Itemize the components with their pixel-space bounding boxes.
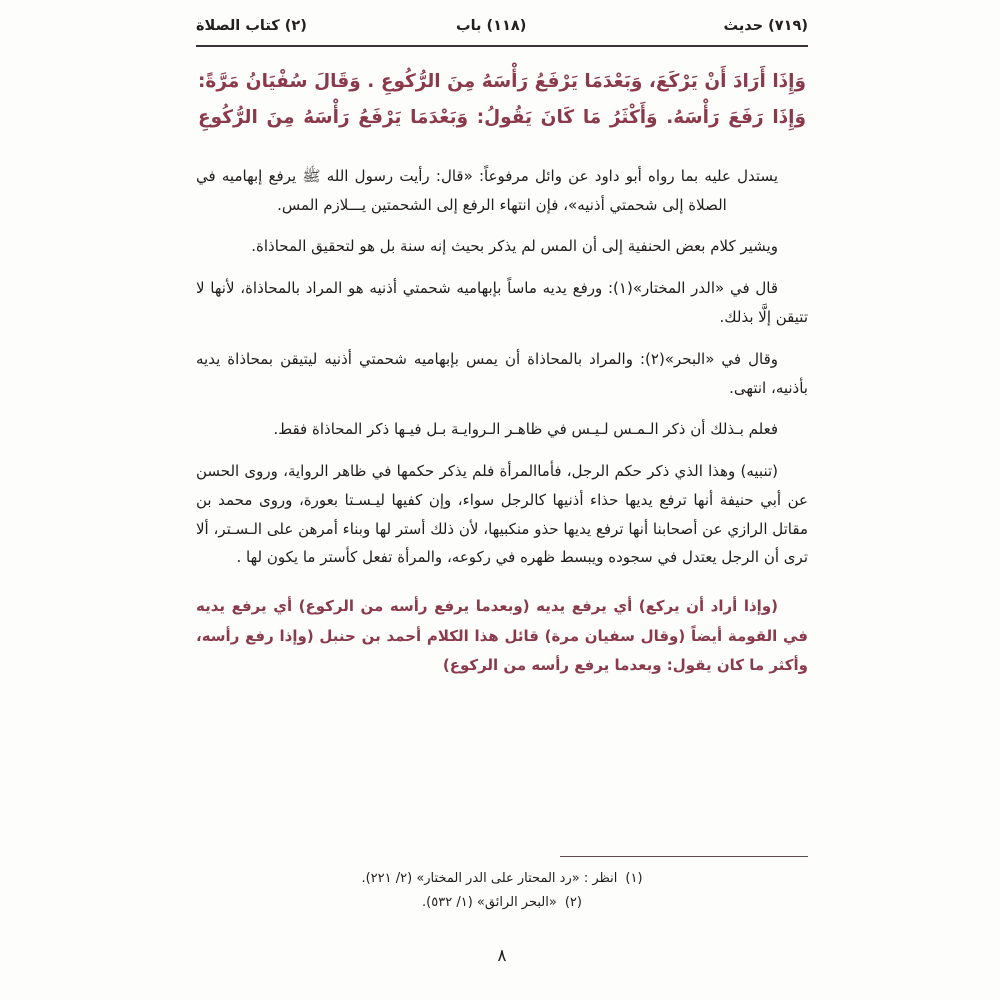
- header-book-title: (٢) كتاب الصلاة: [196, 18, 307, 34]
- paragraph-bahr: وقال في «البحر»(٢): والمراد بالمحاذاة أن يمس بإبهاميه شحمتي أذنيه ليتيقن بمحاذاة يديه بأذنيه، انتهى.: [196, 349, 808, 397]
- hadith-matn-block: [196, 64, 808, 136]
- body-text-block: [196, 162, 808, 573]
- paragraph-istidlal: يستدل عليه بما رواه أبو داود عن وائل مرفوعاً: «قال: رأيت رسول الله ﷺ يرفع إبهاميه في الصلاة إلى شحمتي أذنيه»، فإن انتهاء الرفع إلى الشحمتين يـــلازم المس.: [196, 166, 778, 214]
- page-content-frame: [196, 18, 808, 982]
- sharh-commentary-block: (وإذا أراد أن يركع) أي يرفع يديه (وبعدما يرفع رأسه من الركوع) أي يرفع يديه في القومة أيضاً (وقال سفيان مرة) قائل هذا الكلام أحمد بن حنبل (وإذا رفع رأسه، وأكثر ما كان يقول: وبعدما يرفع رأسه من الركوع): [196, 597, 808, 674]
- footnote-zone: [196, 856, 808, 915]
- running-header: [196, 18, 808, 34]
- header-chapter-number: (١١٨) باب: [456, 18, 527, 34]
- footnote-text: انظر : «رد المحتار على الدر المختار» (٢/ ٢٢١).: [361, 871, 618, 887]
- header-divider-rule: [196, 45, 808, 47]
- footnote-item: [196, 891, 808, 915]
- footnote-marker: (٢): [564, 895, 582, 911]
- matn-line-2: وَإِذَا رَفَعَ رَأْسَهُ. وَأَكْثَرُ مَا كَانَ يَقُولُ: وَبَعْدَمَا يَرْفَعُ رَأْسَهُ مِنَ الرُّكُوعِ: [198, 106, 806, 128]
- footnote-list: [196, 867, 808, 915]
- footnote-divider-rule: [560, 856, 808, 857]
- header-hadith-number: (٧١٩) حديث: [723, 18, 808, 34]
- page-number: ٨: [497, 946, 507, 966]
- footnote-item: [196, 867, 808, 891]
- paragraph-durr-mukhtar: قال في «الدر المختار»(١): ورفع يديه ماساً بإبهاميه شحمتي أذنيه هو المراد بالمحاذاة، لأنها لا تتيقن إلَّا بذلك.: [196, 279, 808, 326]
- paragraph-faalim: فعلم بـذلك أن ذكر الـمـس لـيـس في ظاهـر الـروايـة بـل فيـها ذكر المحاذاة فقط.: [273, 420, 778, 439]
- footnote-marker: (١): [625, 871, 643, 887]
- paragraph-tanbih: (تنبيه) وهذا الذي ذكر حكم الرجل، فأماالمرأة فلم يذكر حكمها في ظاهر الرواية، وروى الحسن عن أبي حنيفة أنها ترفع يديها حذاء أذنيها كالرجل سواء، وإن كفيها ليـسـتا بعورة، وروى محمد بن مقاتل الرازي عن أصحابنا أنها ترفع يديها حذو منكبيها، لأن ذلك أستر لها وبناء أمرهن على الـسـتر، ألا ترى أن الرجل يعتدل في سجوده ويبسط ظهره في ركوعه، والمرأة تفعل كأستر ما يكون لها .: [196, 462, 808, 567]
- footnote-text: «البحر الرائق» (١/ ٥٣٢).: [422, 895, 557, 911]
- matn-line-1: وَإِذَا أَرَادَ أَنْ يَرْكَعَ، وَبَعْدَمَا يَرْفَعُ رَأْسَهُ مِنَ الرُّكُوعِ . وَقَالَ سُفْيَانُ مَرَّةً:: [198, 70, 806, 92]
- paragraph-hanafiyya: ويشير كلام بعض الحنفية إلى أن المس لم يذكر بحيث إنه سنة بل هو لتحقيق المحاذاة.: [251, 237, 778, 256]
